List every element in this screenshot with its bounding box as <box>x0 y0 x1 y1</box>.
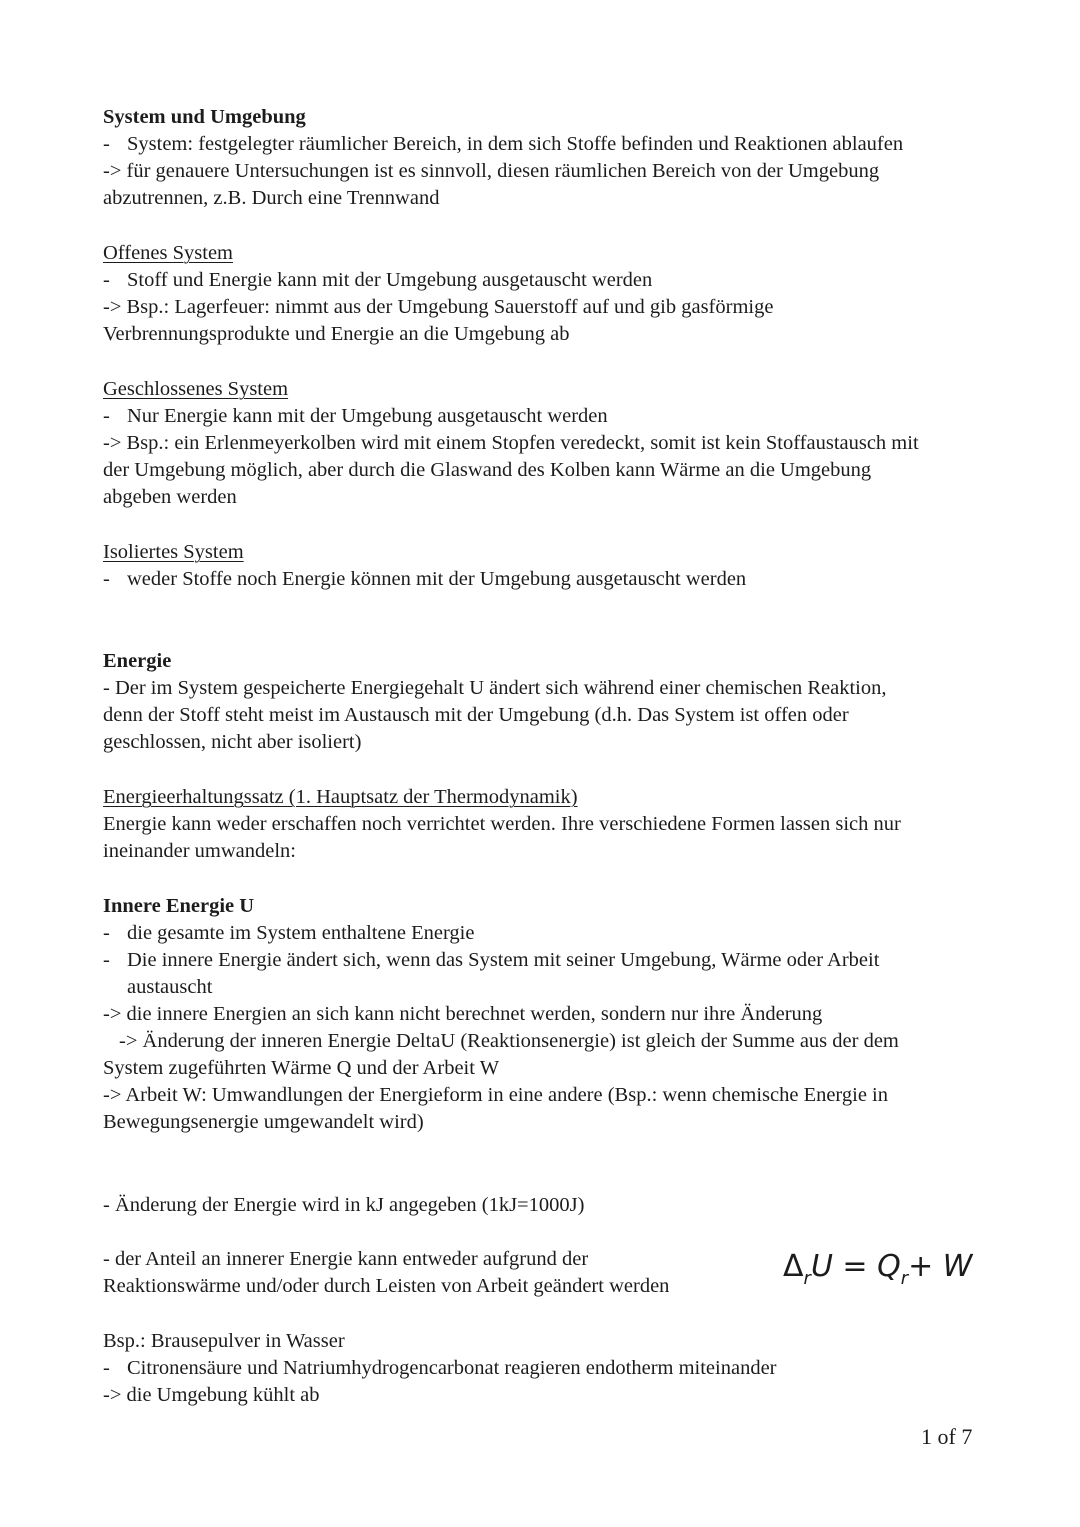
bullet-dash: - <box>103 922 110 944</box>
text-line: der Umgebung möglich, aber durch die Glaswand des Kolben kann Wärme an die Umgebung <box>103 459 872 481</box>
text-line: System zugeführten Wärme Q und der Arbeit W <box>103 1057 500 1079</box>
text-line: geschlossen, nicht aber isoliert) <box>103 731 362 753</box>
formula-subscript: r <box>900 1268 909 1289</box>
text-line: -> Bsp.: ein Erlenmeyerkolben wird mit einem Stopfen veredeckt, somit ist kein Stoffaustausch mit <box>103 432 919 454</box>
bullet-item <box>103 566 746 593</box>
formula-main: U = Q <box>810 1249 901 1284</box>
text-line: abgeben werden <box>103 486 237 508</box>
text-line: denn der Stoff steht meist im Austausch mit der Umgebung (d.h. Das System ist offen oder <box>103 704 849 726</box>
bullet-text: Citronensäure und Natriumhydrogencarbonat reagieren endotherm miteinander <box>127 1357 777 1379</box>
subheading-energieerhaltungssatz: Energieerhaltungssatz (1. Hauptsatz der Thermodynamik) <box>103 786 578 808</box>
page-number: 1 of 7 <box>921 1424 973 1449</box>
bullet-dash: - <box>103 1357 110 1379</box>
subheading-offenes-system: Offenes System <box>103 242 234 264</box>
text-line: -> Änderung der inneren Energie DeltaU (Reaktionsenergie) ist gleich der Summe aus der dem <box>119 1030 899 1052</box>
bullet-dash: - <box>103 405 110 427</box>
bullet-item <box>103 947 879 974</box>
bullet-dash: - <box>103 133 110 155</box>
formula-internal-energy <box>783 1245 972 1301</box>
bullet-item <box>103 131 903 158</box>
text-line: - Änderung der Energie wird in kJ angegeben (1kJ=1000J) <box>103 1194 585 1216</box>
bullet-item <box>103 403 608 430</box>
text-line: abzutrennen, z.B. Durch eine Trennwand <box>103 187 440 209</box>
bullet-dash: - <box>103 269 110 291</box>
formula-subscript: r <box>803 1268 811 1289</box>
text-line: Verbrennungsprodukte und Energie an die Umgebung ab <box>103 323 570 345</box>
bullet-dash: - <box>103 568 110 590</box>
bullet-text: die gesamte im System enthaltene Energie <box>127 922 475 944</box>
section-heading-innere-energie: Innere Energie U <box>103 895 255 917</box>
text-line: Bewegungsenergie umgewandelt wird) <box>103 1111 424 1133</box>
subheading-isoliertes-system: Isoliertes System <box>103 541 244 563</box>
bullet-item <box>103 1355 777 1382</box>
text-line: -> Arbeit W: Umwandlungen der Energieform in eine andere (Bsp.: wenn chemische Energie in <box>103 1084 889 1106</box>
bullet-text: Die innere Energie ändert sich, wenn das System mit seiner Umgebung, Wärme oder Arbeit <box>127 949 880 971</box>
text-line: Energie kann weder erschaffen noch verrichtet werden. Ihre verschiedene Formen lassen sich nur <box>103 813 901 835</box>
text-line: -> die Umgebung kühlt ab <box>103 1384 320 1406</box>
section-heading-energie: Energie <box>103 650 172 672</box>
bullet-text: weder Stoffe noch Energie können mit der Umgebung ausgetauscht werden <box>127 568 747 590</box>
text-line: ineinander umwandeln: <box>103 840 296 862</box>
text-line: -> für genauere Untersuchungen ist es sinnvoll, diesen räumlichen Bereich von der Umgebung <box>103 160 880 182</box>
text-line: - der Anteil an innerer Energie kann entweder aufgrund der <box>103 1248 589 1270</box>
text-line: austauscht <box>127 976 213 998</box>
subheading-geschlossenes-system: Geschlossenes System <box>103 378 289 400</box>
bullet-text: Nur Energie kann mit der Umgebung ausgetauscht werden <box>127 405 608 427</box>
text-line: Reaktionswärme und/oder durch Leisten von Arbeit geändert werden <box>103 1275 670 1297</box>
text-line: -> Bsp.: Lagerfeuer: nimmt aus der Umgebung Sauerstoff auf und gib gasförmige <box>103 296 774 318</box>
formula-delta: Δ <box>783 1249 804 1284</box>
bullet-text: Stoff und Energie kann mit der Umgebung ausgetauscht werden <box>127 269 653 291</box>
text-line: -> die innere Energien an sich kann nicht berechnet werden, sondern nur ihre Änderung <box>103 1003 823 1025</box>
bullet-item <box>103 267 652 294</box>
bullet-item <box>103 920 474 947</box>
bullet-dash: - <box>103 949 110 971</box>
example-heading: Bsp.: Brausepulver in Wasser <box>103 1330 345 1352</box>
bullet-text: System: festgelegter räumlicher Bereich, in dem sich Stoffe befinden und Reaktionen ablaufen <box>127 133 904 155</box>
formula-tail: + W <box>908 1249 973 1284</box>
section-heading-system-und-umgebung: System und Umgebung <box>103 106 306 128</box>
text-line: - Der im System gespeicherte Energiegehalt U ändert sich während einer chemischen Reaktion, <box>103 677 887 699</box>
